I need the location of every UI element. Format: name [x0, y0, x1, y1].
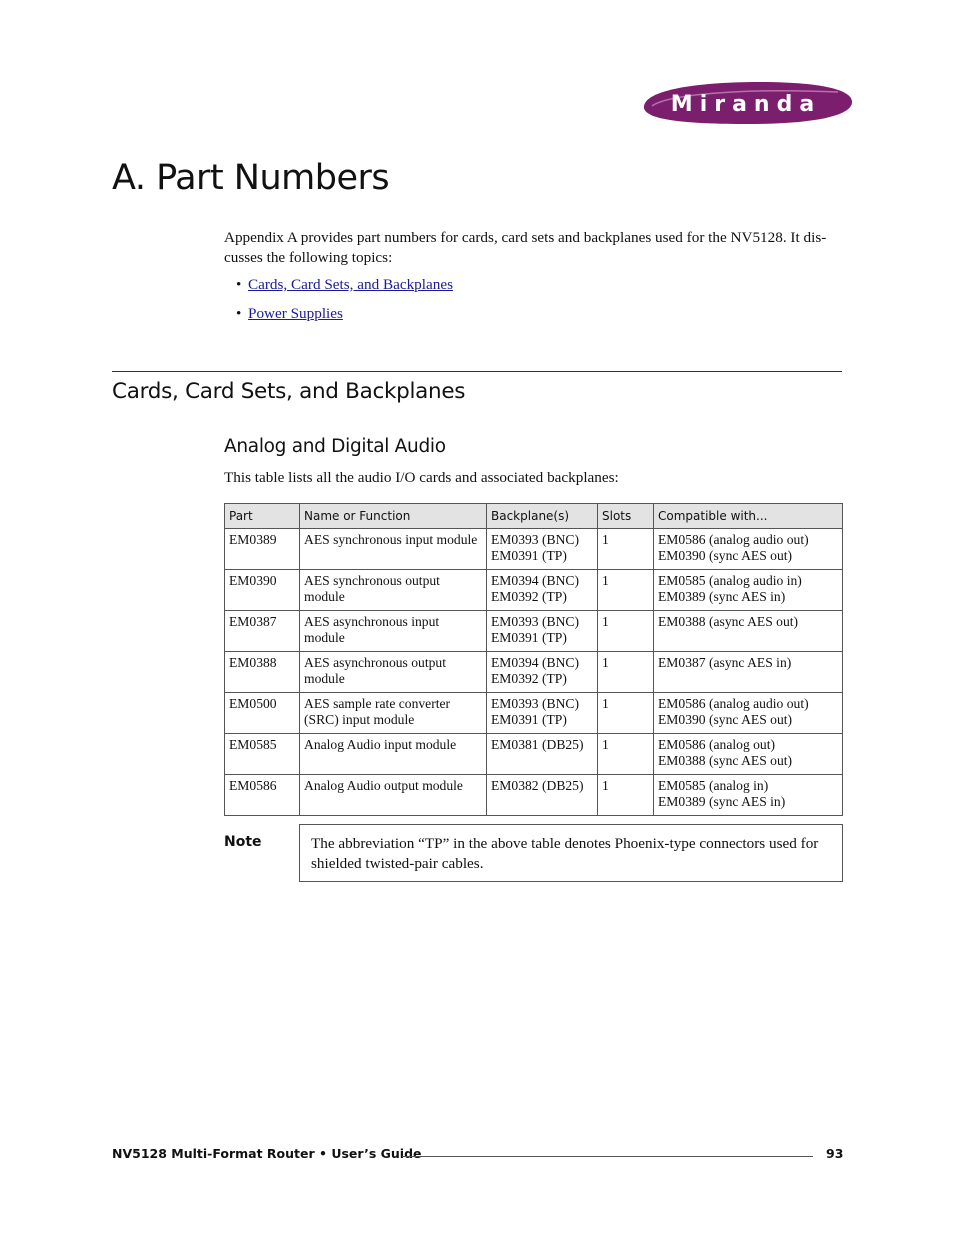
header-name: Name or Function [300, 504, 487, 529]
table-body [225, 529, 843, 816]
cell-part: EM0387 [229, 614, 277, 629]
table-row [225, 693, 843, 734]
miranda-logo [638, 78, 854, 126]
bullet: • [236, 276, 242, 293]
table-cell [225, 734, 300, 775]
table-header-row [225, 504, 843, 529]
page-number: 93 [826, 1146, 844, 1161]
table-cell [487, 570, 598, 611]
table-cell [300, 611, 487, 652]
topic-item [236, 303, 453, 332]
cell-backplane: EM0394 (BNC) [491, 573, 579, 588]
svg-text:Miranda: Miranda [670, 92, 822, 117]
cell-backplane: EM0392 (TP) [491, 670, 567, 686]
cell-name: AES synchronous input module [304, 532, 478, 547]
cell-backplane: EM0393 (BNC) [491, 614, 579, 629]
cell-backplane: EM0391 (TP) [491, 711, 567, 727]
cell-slots: 1 [602, 778, 609, 793]
section-title: Cards, Card Sets, and Backplanes [112, 379, 466, 404]
cell-backplane: EM0392 (TP) [491, 588, 567, 604]
link-cards-card-sets-backplanes[interactable]: Cards, Card Sets, and Backplanes [248, 276, 453, 293]
cell-slots: 1 [602, 655, 609, 670]
cell-name: AES synchronous output module [304, 573, 440, 604]
cell-compatible: EM0388 (sync AES out) [658, 752, 793, 768]
cell-backplane: EM0393 (BNC) [491, 532, 579, 547]
topic-item [236, 274, 453, 303]
chapter-title: A. Part Numbers [112, 158, 390, 198]
table-cell [225, 775, 300, 816]
note-box: The abbreviation “TP” in the above table denotes Phoenix-type connectors used for shielded twisted-pair cables. [299, 824, 843, 882]
table-cell [300, 570, 487, 611]
cell-compatible: EM0585 (analog in) [658, 778, 769, 793]
cell-slots: 1 [602, 737, 609, 752]
header-backplanes: Backplane(s) [487, 504, 598, 529]
table-cell [598, 652, 654, 693]
table-cell [300, 693, 487, 734]
cell-backplane: EM0391 (TP) [491, 629, 567, 645]
table-cell [598, 570, 654, 611]
table-row [225, 652, 843, 693]
cell-compatible: EM0586 (analog audio out) [658, 696, 809, 711]
table-cell [654, 570, 843, 611]
table-cell [598, 734, 654, 775]
cell-name: AES asynchronous input module [304, 614, 440, 645]
cell-part: EM0389 [229, 532, 277, 547]
table-intro: This table lists all the audio I/O cards and associated backplanes: [224, 469, 619, 486]
cell-slots: 1 [602, 614, 609, 629]
cell-part: EM0390 [229, 573, 277, 588]
cell-slots: 1 [602, 573, 609, 588]
cell-backplane: EM0394 (BNC) [491, 655, 579, 670]
cell-name: Analog Audio input module [304, 737, 457, 752]
cell-backplane: EM0381 (DB25) [491, 737, 584, 752]
table-cell [225, 693, 300, 734]
intro-paragraph: Appendix A provides part numbers for cards, card sets and backplanes used for the NV5128. It dis-cusses the following topics: [224, 229, 827, 266]
cell-slots: 1 [602, 696, 609, 711]
table-cell [598, 611, 654, 652]
cell-name: AES asynchronous output module [304, 655, 446, 686]
table-cell [654, 693, 843, 734]
cell-compatible: EM0389 (sync AES in) [658, 793, 786, 809]
table-cell [487, 652, 598, 693]
cell-part: EM0586 [229, 778, 277, 793]
table-cell [225, 529, 300, 570]
cell-compatible: EM0388 (async AES out) [658, 614, 799, 629]
cell-part: EM0500 [229, 696, 277, 711]
table-cell [300, 529, 487, 570]
header-slots: Slots [598, 504, 654, 529]
subsection-title: Analog and Digital Audio [224, 436, 446, 457]
table-cell [487, 775, 598, 816]
table-cell [487, 734, 598, 775]
cell-part: EM0388 [229, 655, 277, 670]
cell-compatible: EM0585 (analog audio in) [658, 573, 802, 588]
table-cell [487, 693, 598, 734]
footer-rule [402, 1156, 813, 1157]
link-power-supplies[interactable]: Power Supplies [248, 305, 343, 322]
table-cell [654, 652, 843, 693]
cell-compatible: EM0390 (sync AES out) [658, 547, 793, 563]
header-part: Part [225, 504, 300, 529]
table-cell [225, 570, 300, 611]
topic-list [236, 274, 453, 332]
cell-name: AES sample rate converter (SRC) input module [304, 696, 451, 727]
parts-table [224, 503, 843, 816]
table-row [225, 734, 843, 775]
table-row [225, 611, 843, 652]
cell-compatible: EM0586 (analog out) [658, 737, 776, 752]
cell-backplane: EM0391 (TP) [491, 547, 567, 563]
table-cell [300, 775, 487, 816]
table-cell [225, 652, 300, 693]
table-cell [654, 611, 843, 652]
table-cell [654, 775, 843, 816]
note-label: Note [224, 834, 262, 850]
table-cell [300, 652, 487, 693]
header-compatible: Compatible with... [654, 504, 843, 529]
cell-compatible: EM0390 (sync AES out) [658, 711, 793, 727]
table-cell [487, 529, 598, 570]
table-cell [654, 529, 843, 570]
section-divider [112, 371, 842, 372]
cell-backplane: EM0393 (BNC) [491, 696, 579, 711]
table-cell [487, 611, 598, 652]
table-cell [225, 611, 300, 652]
footer-title: NV5128 Multi-Format Router • User’s Guide [112, 1146, 422, 1161]
table-cell [598, 529, 654, 570]
cell-part: EM0585 [229, 737, 277, 752]
cell-slots: 1 [602, 532, 609, 547]
table-cell [598, 693, 654, 734]
bullet: • [236, 305, 242, 322]
table-cell [654, 734, 843, 775]
table-cell [598, 775, 654, 816]
cell-compatible: EM0586 (analog audio out) [658, 532, 809, 547]
cell-name: Analog Audio output module [304, 778, 463, 793]
cell-compatible: EM0387 (async AES in) [658, 655, 792, 670]
table-cell [300, 734, 487, 775]
table-row [225, 529, 843, 570]
cell-backplane: EM0382 (DB25) [491, 778, 584, 793]
cell-compatible: EM0389 (sync AES in) [658, 588, 786, 604]
table-row [225, 775, 843, 816]
table-row [225, 570, 843, 611]
